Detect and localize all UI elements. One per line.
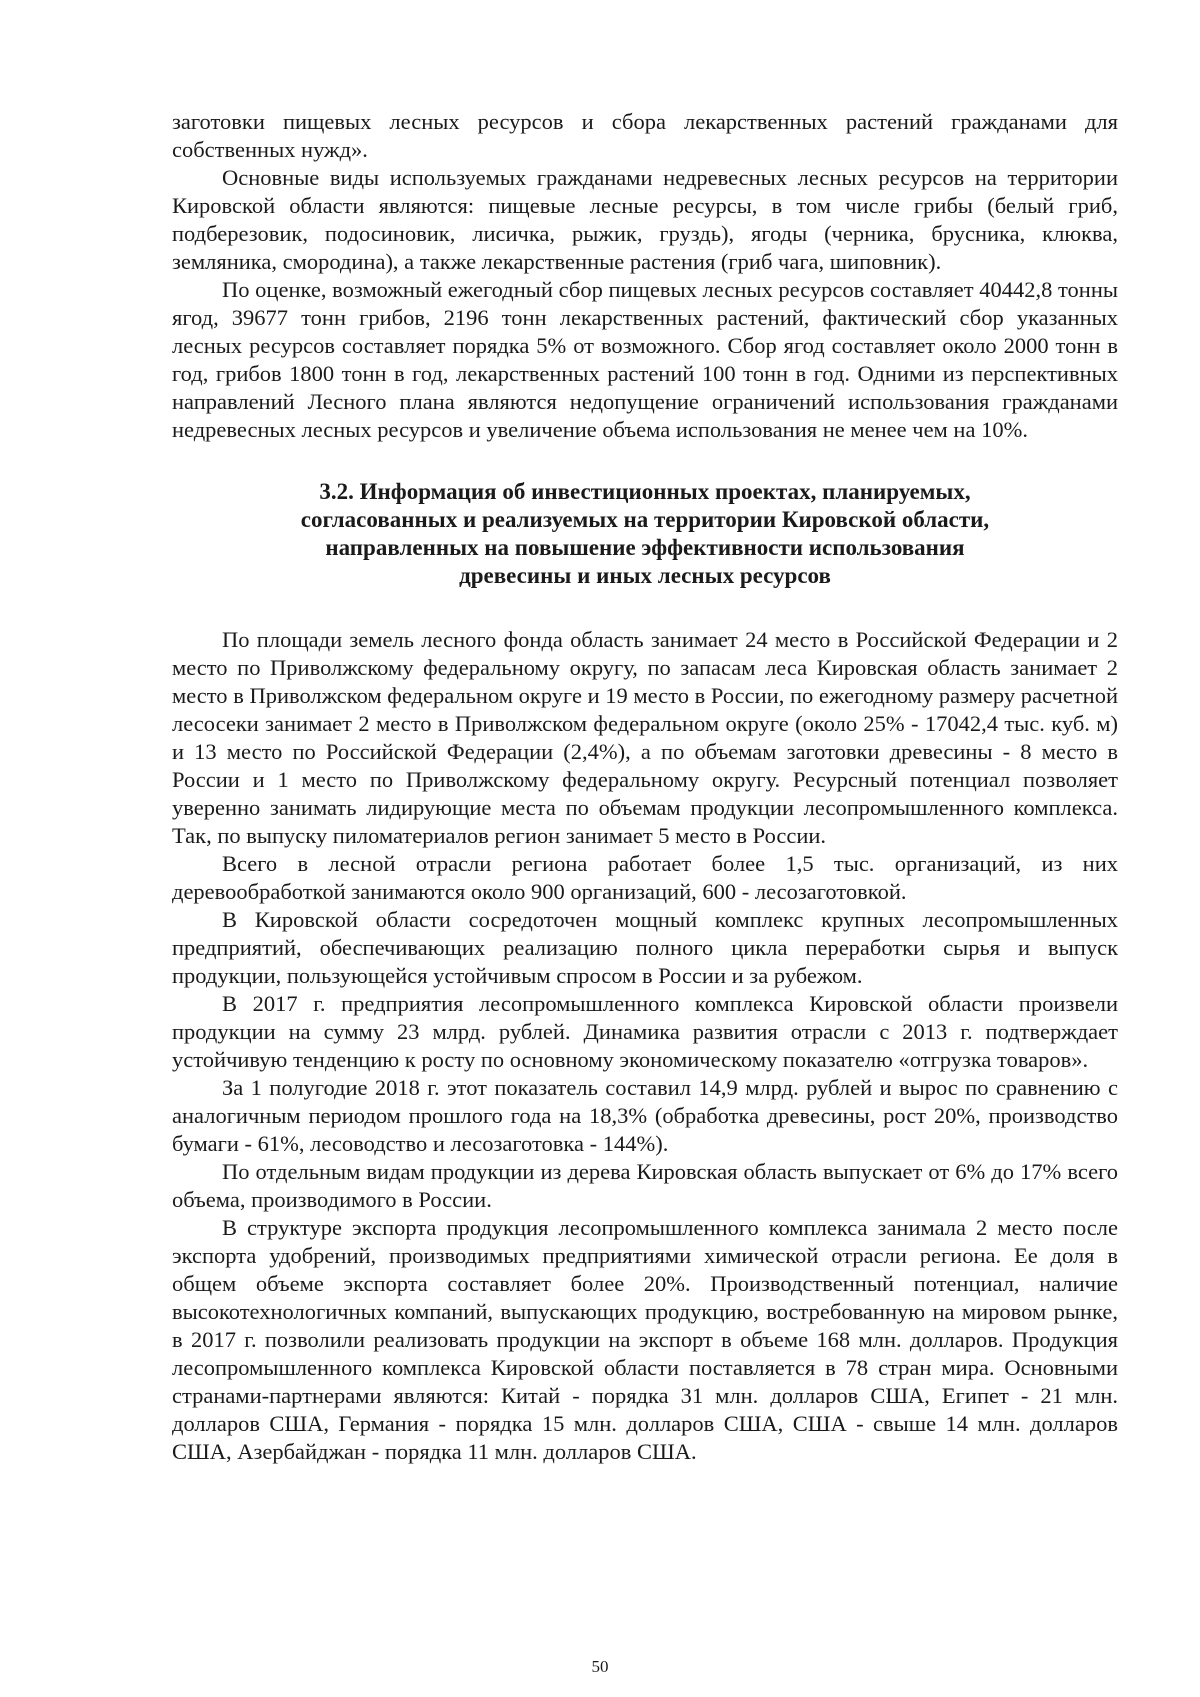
- document-page: [172, 108, 1118, 1466]
- page-number: 50: [591, 1657, 609, 1676]
- section-heading-line: 3.2. Информация об инвестиционных проектах, планируемых,: [319, 479, 971, 504]
- section-heading-line: согласованных и реализуемых на территории Кировской области,: [300, 507, 990, 532]
- paragraph-2017-output: В 2017 г. предприятия лесопромышленного комплекса Кировской области произвели продукции на сумму 23 млрд. рублей. Динамика развития отрасли с 2013 г. подтверждает устойчивую тенденцию к росту по основному экономическому показателю «отгрузка товаров».: [172, 991, 1118, 1072]
- section-heading-line: древесины и иных лесных ресурсов: [459, 563, 831, 588]
- paragraph-product-share: По отдельным видам продукции из дерева Кировская область выпускает от 6% до 17% всего объема, производимого в России.: [172, 1159, 1118, 1212]
- paragraph-resource-types: Основные виды используемых гражданами недревесных лесных ресурсов на территории Кировской области являются: пищевые лесные ресурсы, в том числе грибы (белый гриб, подберезовик, подосиновик, лисичка, рыжик, груздь), ягоды (черника, брусника, клюква, земляника, смородина), а также лекарственные растения (гриб чага, шиповник).: [172, 165, 1118, 274]
- paragraph-harvest-estimate: По оценке, возможный ежегодный сбор пищевых лесных ресурсов составляет 40442,8 тонны ягод, 39677 тонн грибов, 2196 тонн лекарственных растений, фактический сбор указанных лесных ресурсов составляет порядка 5% от возможного. Сбор ягод составляет около 2000 тонн в год, грибов 1800 тонн в год, лекарственных растений 100 тонн в год. Одними из перспективных направлений Лесного плана являются недопущение ограничений использования гражданами недревесных лесных ресурсов и увеличение объема использования не менее чем на 10%.: [172, 277, 1118, 442]
- paragraph-continuation: заготовки пищевых лесных ресурсов и сбора лекарственных растений гражданами для собственных нужд».: [172, 109, 1118, 162]
- paragraph-forest-rankings: По площади земель лесного фонда область занимает 24 место в Российской Федерации и 2 место по Приволжскому федеральному округу, по запасам леса Кировская область занимает 2 место в Приволжском федеральном округе и 19 место в России, по ежегодному размеру расчетной лесосеки занимает 2 место в Приволжском федеральном округе (около 25% - 17042,4 тыс. куб. м) и 13 место по Российской Федерации (2,4%), а по объемам заготовки древесины - 8 место в России и 1 место по Приволжскому федеральному округу. Ресурсный потенциал позволяет уверенно занимать лидирующие места по объемам продукции лесопромышленного комплекса. Так, по выпуску пиломатериалов регион занимает 5 место в России.: [172, 627, 1118, 848]
- paragraph-export-structure: В структуре экспорта продукция лесопромышленного комплекса занимала 2 место после экспорта удобрений, производимых предприятиями химической отрасли региона. Ее доля в общем объеме экспорта составляет более 20%. Производственный потенциал, наличие высокотехнологичных компаний, выпускающих продукцию, востребованную на мировом рынке, в 2017 г. позволили реализовать продукции на экспорт в объеме 168 млн. долларов. Продукция лесопромышленного комплекса Кировской области поставляется в 78 стран мира. Основными странами-партнерами являются: Китай - порядка 31 млн. долларов США, Египет - 21 млн. долларов США, Германия - порядка 15 млн. долларов США, США - свыше 14 млн. долларов США, Азербайджан - порядка 11 млн. долларов США.: [172, 1215, 1118, 1464]
- section-heading-line: направленных на повышение эффективности использования: [325, 535, 965, 560]
- paragraph-organizations: Всего в лесной отрасли региона работает более 1,5 тыс. организаций, из них деревообработкой занимаются около 900 организаций, 600 - лесозаготовкой.: [172, 851, 1118, 904]
- paragraph-2018-half-year: За 1 полугодие 2018 г. этот показатель составил 14,9 млрд. рублей и вырос по сравнению с аналогичным периодом прошлого года на 18,3% (обработка древесины, рост 20%, производство бумаги - 61%, лесоводство и лесозаготовка - 144%).: [172, 1075, 1118, 1156]
- paragraph-industrial-complex: В Кировской области сосредоточен мощный комплекс крупных лесопромышленных предприятий, обеспечивающих реализацию полного цикла переработки сырья и выпуск продукции, пользующейся устойчивым спросом в России и за рубежом.: [172, 907, 1118, 988]
- section-heading: [172, 478, 1118, 590]
